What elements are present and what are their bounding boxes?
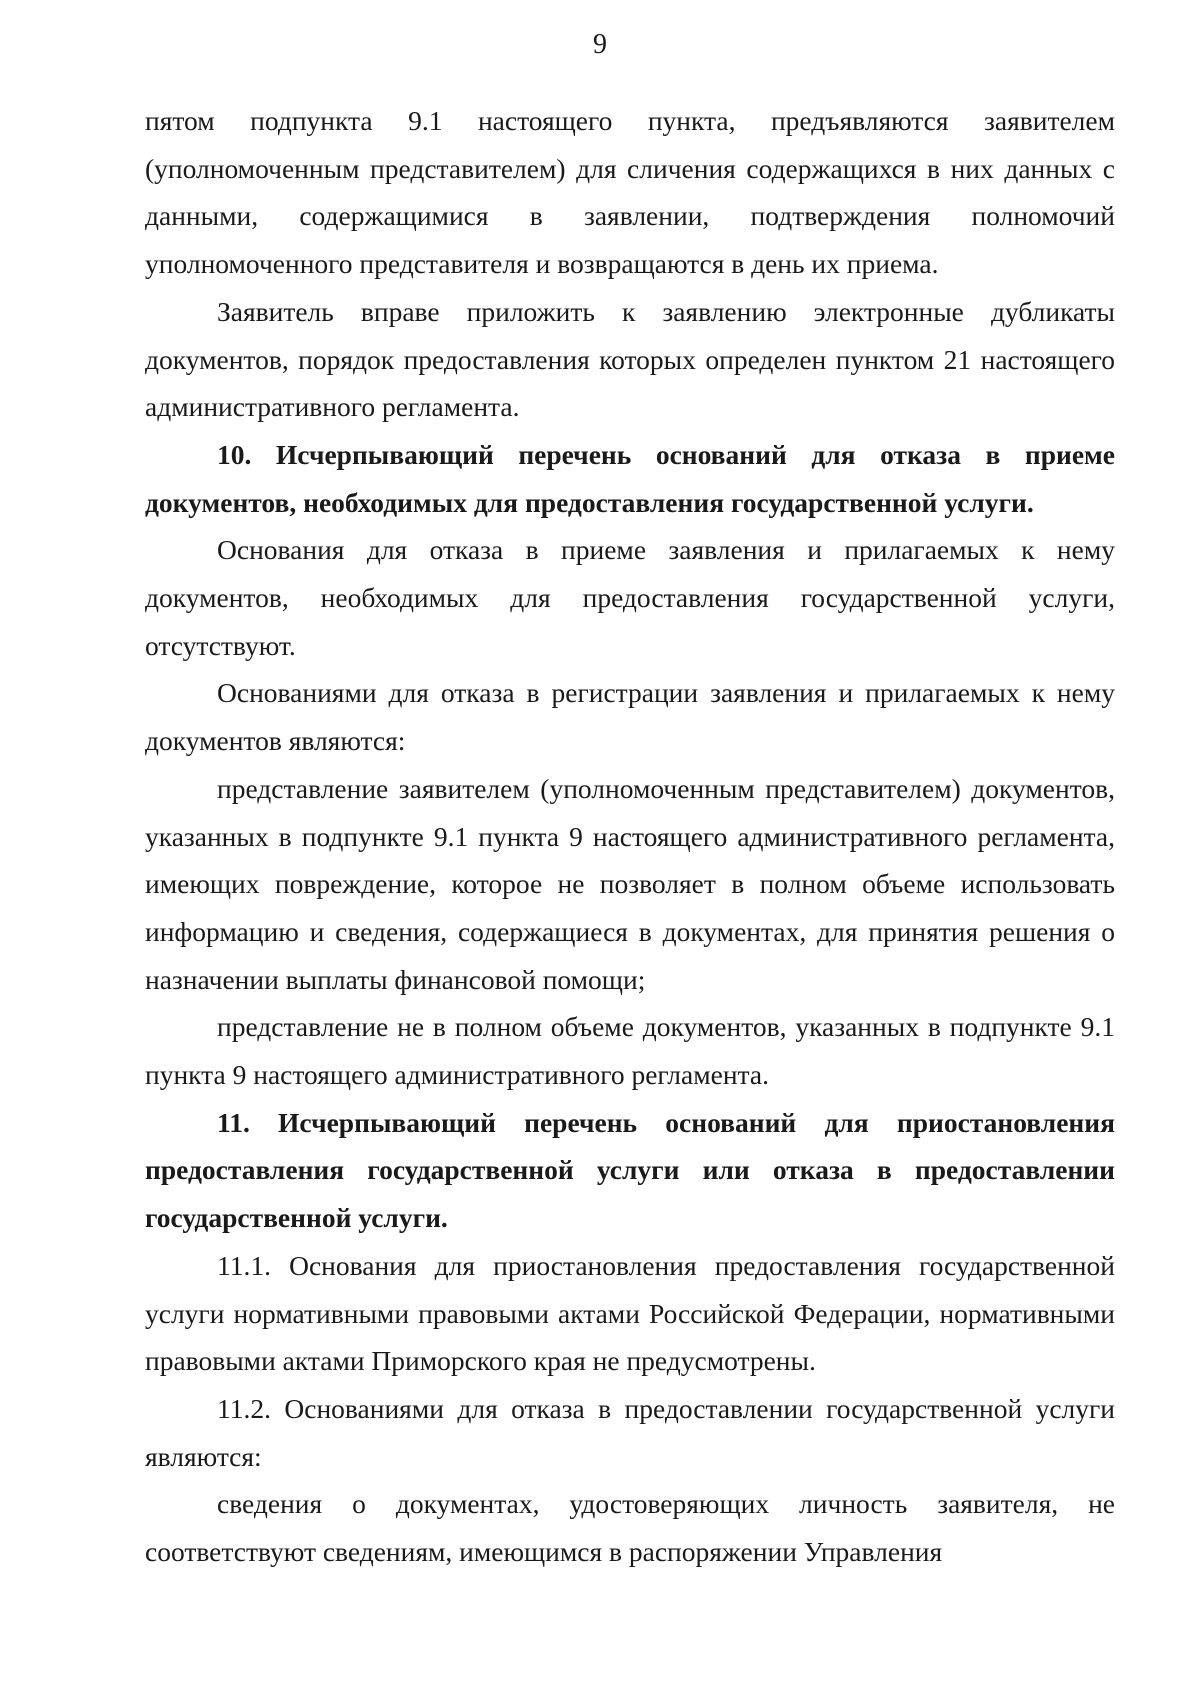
paragraph-no-grounds-refusal-acceptance: Основания для отказа в приеме заявления и прилагаемых к нему документов, необходимых для предоставления государственной услуги, отсутствуют. [145,534,1115,661]
paragraph-electronic-duplicates: Заявитель вправе приложить к заявлению электронные дубликаты документов, порядок предоставления которых определен пунктом 21 настоящего административного регламента. [145,295,1115,423]
paragraph-11-2: 11.2. Основаниями для отказа в предоставлении государственной услуги являются: [145,1392,1115,1472]
document-body [145,97,1115,1576]
section-heading-11: 11. Исчерпывающий перечень оснований для приостановления предоставления государственной услуги или отказа в предоставлении государственной услуги. [145,1106,1115,1234]
list-item-incomplete-documents: представление не в полном объеме документов, указанных в подпункте 9.1 пункта 9 настоящего административного регламента. [145,1011,1115,1091]
list-item-identity-mismatch: сведения о документах, удостоверяющих личность заявителя, не соответствуют сведениям, имеющимся в распоряжении Управления [145,1488,1115,1568]
page-number: 9 [593,29,607,60]
paragraph-grounds-refusal-registration: Основаниями для отказа в регистрации заявления и прилагаемых к нему документов являются: [145,677,1115,757]
paragraph-11-1: 11.1. Основания для приостановления предоставления государственной услуги нормативными правовыми актами Российской Федерации, нормативными правовыми актами Приморского края не предусмотрены. [145,1249,1115,1377]
paragraph-continuation: пятом подпункта 9.1 настоящего пункта, предъявляются заявителем (уполномоченным представителем) для сличения содержащихся в них данных с данными, содержащимися в заявлении, подтверждения полномочий уполномоченного представителя и возвращаются в день их приема. [145,105,1115,280]
list-item-damaged-documents: представление заявителем (уполномоченным представителем) документов, указанных в подпункте 9.1 пункта 9 настоящего административного регламента, имеющих повреждение, которое не позволяет в полном объеме использовать информацию и сведения, содержащиеся в документах, для принятия решения о назначении выплаты финансовой помощи; [145,772,1115,995]
section-heading-10: 10. Исчерпывающий перечень оснований для отказа в приеме документов, необходимых для предоставления государственной услуги. [145,438,1115,518]
